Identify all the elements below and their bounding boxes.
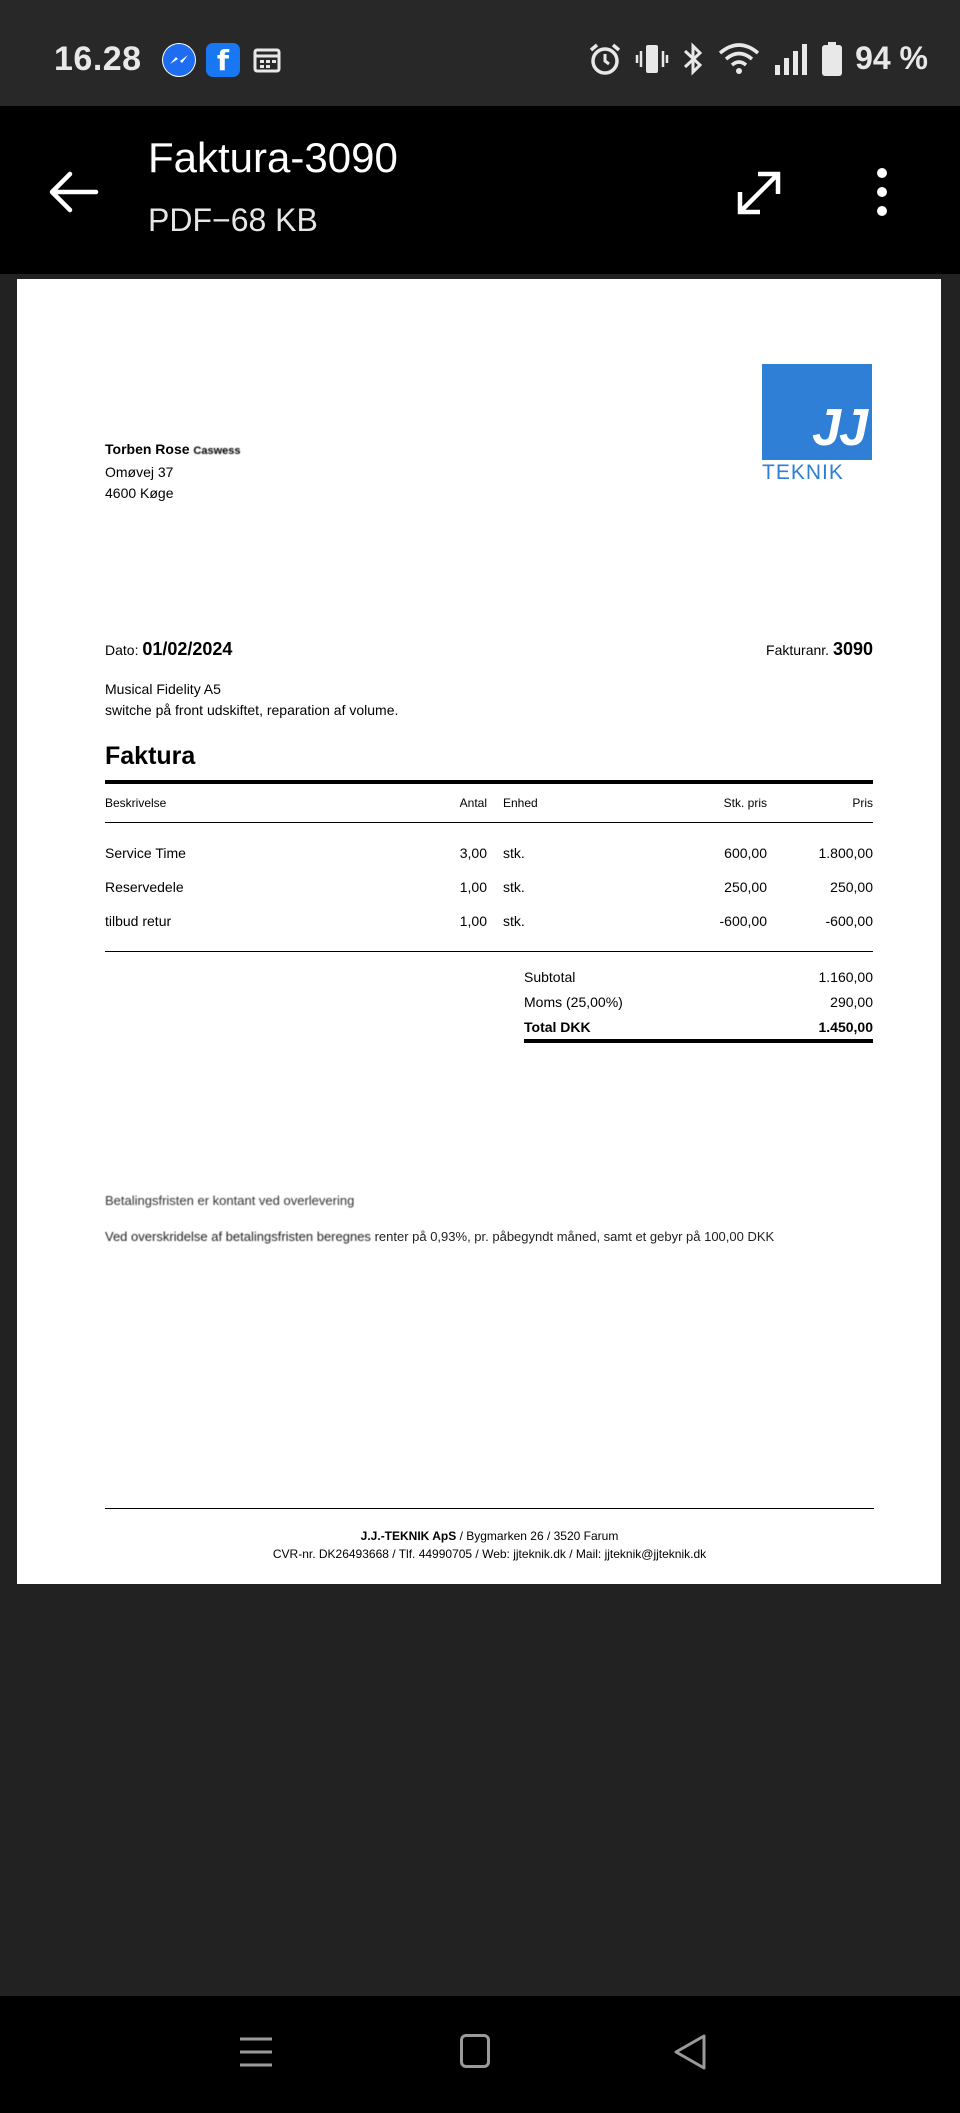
- customer-address: [105, 439, 241, 504]
- footer-address: / Bygmarken 26 / 3520 Farum: [456, 1529, 619, 1543]
- back-icon[interactable]: [672, 2032, 708, 2072]
- company-logo: [762, 364, 874, 485]
- cell-price: 250,00: [830, 879, 873, 895]
- clock: 16.28: [54, 40, 142, 78]
- table-row: [105, 865, 873, 899]
- cell-quantity: 3,00: [459, 845, 487, 861]
- signal-icon: [773, 41, 809, 77]
- cell-description: Service Time: [105, 845, 186, 861]
- table-body: [105, 823, 873, 952]
- total-value: 1.450,00: [818, 1019, 873, 1035]
- logo-mark: JJ: [812, 399, 866, 457]
- invoice-description: [105, 679, 398, 721]
- cell-unit: stk.: [503, 913, 525, 929]
- customer-name: Torben Rose: [105, 441, 190, 457]
- cell-unit: stk.: [503, 879, 525, 895]
- total-label: Total DKK: [524, 1019, 591, 1035]
- cell-price: 1.800,00: [818, 845, 873, 861]
- battery-icon: [821, 41, 843, 77]
- payment-terms-line-2: [105, 1229, 774, 1244]
- vat-value: 290,00: [830, 994, 873, 1010]
- line-items-table: [105, 780, 873, 952]
- payment-terms-line-1: Betalingsfristen er kontant ved overlevering: [105, 1193, 355, 1208]
- vibrate-icon: [635, 41, 669, 77]
- cell-description: Reservedele: [105, 879, 184, 895]
- wifi-icon: [717, 41, 761, 77]
- total-row: [524, 1015, 873, 1043]
- alarm-icon: [587, 41, 623, 77]
- logo-text: TEKNIK: [762, 461, 844, 484]
- number-value: 3090: [832, 639, 873, 659]
- subtotal-label: Subtotal: [524, 969, 576, 985]
- vat-row: [524, 990, 873, 1015]
- calendar-icon: [250, 43, 284, 77]
- notification-icons: [162, 43, 284, 77]
- col-quantity: Antal: [459, 796, 487, 810]
- home-icon[interactable]: [460, 2034, 490, 2068]
- col-unit: Enhed: [503, 796, 538, 810]
- vat-label: Moms (25,00%): [524, 994, 623, 1010]
- document-title: Faktura-3090: [148, 134, 398, 181]
- date-value: 01/02/2024: [142, 639, 233, 659]
- customer-name-suffix: Caswess: [193, 445, 241, 457]
- col-price: Pris: [852, 796, 873, 810]
- subtotal-value: 1.160,00: [818, 969, 873, 985]
- description-line-1: Musical Fidelity A5: [105, 681, 221, 697]
- footer-company: J.J.-TEKNIK ApS: [360, 1529, 457, 1543]
- document-subtitle: PDF−68 KB: [148, 202, 318, 238]
- table-header: [105, 784, 873, 823]
- totals-block: [524, 965, 873, 1043]
- recent-apps-icon[interactable]: [238, 2034, 274, 2070]
- terms-clear-part: renter på 0,93%, pr. påbegyndt måned, samt et gebyr på 100,00 DKK: [374, 1229, 775, 1244]
- cell-unit-price: -600,00: [719, 913, 767, 929]
- date-label: Dato:: [105, 642, 139, 658]
- pdf-page[interactable]: [17, 279, 941, 1584]
- cell-description: tilbud retur: [105, 913, 172, 929]
- invoice-heading: Faktura: [105, 742, 196, 770]
- cell-quantity: 1,00: [459, 913, 487, 929]
- cell-unit: stk.: [503, 845, 525, 861]
- cell-quantity: 1,00: [459, 879, 487, 895]
- system-icons: [587, 40, 928, 77]
- number-label: Fakturanr.: [766, 642, 830, 658]
- cell-price: -600,00: [825, 913, 873, 929]
- subtotal-row: [524, 965, 873, 990]
- expand-icon[interactable]: [734, 168, 784, 218]
- description-line-2: switche på front udskiftet, reparation af volume.: [105, 702, 399, 718]
- battery-percent: 94 %: [855, 40, 928, 76]
- cell-unit-price: 600,00: [724, 845, 767, 861]
- terms-blurred-part: Ved overskridelse af betalingsfristen beregnes: [105, 1229, 371, 1244]
- customer-street: Omøvej 37: [105, 464, 174, 480]
- bluetooth-icon: [681, 41, 705, 77]
- navigation-bar: [0, 1996, 960, 2113]
- cell-unit-price: 250,00: [724, 879, 767, 895]
- customer-city: 4600 Køge: [105, 485, 174, 501]
- more-vert-icon[interactable]: [872, 166, 892, 218]
- facebook-icon: f: [206, 43, 240, 77]
- table-row: [105, 899, 873, 933]
- col-description: Beskrivelse: [105, 796, 167, 810]
- invoice-date: [105, 639, 232, 660]
- invoice-number: [766, 639, 873, 660]
- table-row: [105, 831, 873, 865]
- back-arrow-icon[interactable]: [44, 162, 104, 222]
- status-bar: [0, 0, 960, 106]
- col-unit-price: Stk. pris: [723, 796, 767, 810]
- app-toolbar: [0, 106, 960, 274]
- invoice-footer: [105, 1508, 874, 1563]
- footer-contact: CVR-nr. DK26493668 / Tlf. 44990705 / Web: jjteknik.dk / Mail: jjteknik@jjteknik.dk: [272, 1547, 707, 1561]
- messenger-icon: [162, 43, 196, 77]
